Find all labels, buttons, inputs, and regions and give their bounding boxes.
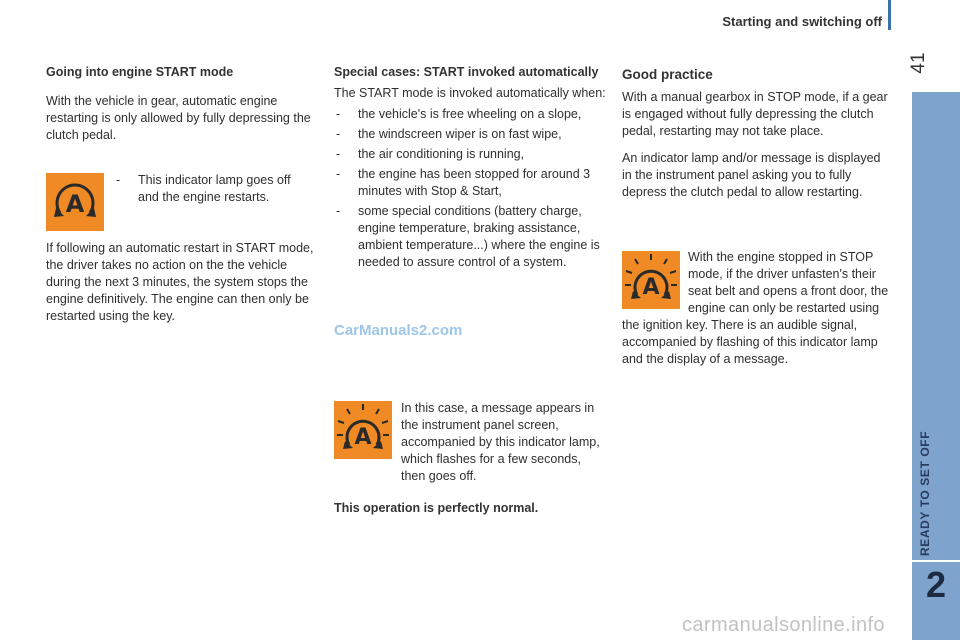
closing-note: This operation is perfectly normal. [334, 501, 539, 515]
lamp-bullet-1 [114, 172, 312, 216]
lamp-bullet-text: - This indicator lamp goes off and the engine restarts. [114, 172, 312, 206]
start-mode-paragraph-2-wrap [46, 240, 314, 335]
auto-start-indicator-icon [46, 173, 104, 231]
page-number: 41 [908, 52, 929, 74]
svg-text:A: A [642, 275, 660, 300]
good-practice-paragraph-2: An indicator lamp and/or message is displayed in the instrument panel asking you to fully depress the clutch pedal to allow restarting. [622, 151, 881, 199]
closing-note-wrap [334, 502, 606, 515]
footer-site-watermark[interactable]: carmanualsonline.info [682, 614, 885, 636]
flashing-lamp-description-wrap [401, 400, 605, 495]
column-good-practice [622, 66, 892, 211]
seatbelt-door-description: With the engine stopped in STOP mode, if the driver unfasten's their seat belt and opens a front door, the engine can only be restarted using the ignition key. There is an audible signal, accompanied by flashing of this indicator lamp and the display of a message. [622, 250, 889, 366]
header-rule [888, 0, 891, 30]
special-case-item: - the engine has been stopped for around 3 minutes with Stop & Start, [334, 166, 606, 200]
auto-start-flashing-indicator-icon [334, 401, 392, 459]
special-cases-intro: The START mode is invoked automatically when: [334, 86, 606, 100]
start-mode-paragraph-1: With the vehicle in gear, automatic engine restarting is only allowed by fully depressing the clutch pedal. [46, 94, 311, 142]
special-case-item: - some special conditions (battery charge, engine temperature, braking assistance, ambient temperature...) where the engine is needed to assure control of a system. [334, 203, 606, 271]
good-practice-paragraph-1: With a manual gearbox in STOP mode, if a gear is engaged without fully depressing the clutch pedal, restarting may not take place. [622, 90, 888, 138]
chapter-section-title: READY TO SET OFF [918, 430, 932, 556]
column-start-mode [46, 66, 314, 154]
flashing-lamp-description: In this case, a message appears in the instrument panel screen, accompanied by this indicator lamp, which flashes for a few seconds, then goes off. [401, 401, 600, 483]
section-heading-special-cases: Special cases: START invoked automatically [334, 65, 599, 79]
chapter-side-tab [912, 92, 960, 640]
svg-text:A: A [65, 190, 85, 218]
seatbelt-door-description-wrap [622, 249, 892, 378]
page-header-title: Starting and switching off [722, 14, 882, 29]
chapter-number: 2 [925, 564, 947, 605]
start-mode-paragraph-2: If following an automatic restart in START mode, the driver takes no action on the the vehicle during the next 3 minutes, the system stops the engine definitively. The engine can then only be restarted using the key. [46, 241, 314, 323]
icon-wrap-spacer [622, 249, 688, 317]
special-case-item: - the windscreen wiper is on fast wipe, [334, 126, 606, 143]
carmanuals-watermark-link[interactable]: CarManuals2.com [334, 322, 463, 339]
special-case-item: - the vehicle's is free wheeling on a slope, [334, 106, 606, 123]
column-special-cases [334, 66, 606, 281]
section-heading-start-mode: Going into engine START mode [46, 65, 234, 79]
svg-text:A: A [354, 425, 372, 450]
section-heading-good-practice: Good practice [622, 67, 713, 82]
special-case-item: - the air conditioning is running, [334, 146, 606, 163]
